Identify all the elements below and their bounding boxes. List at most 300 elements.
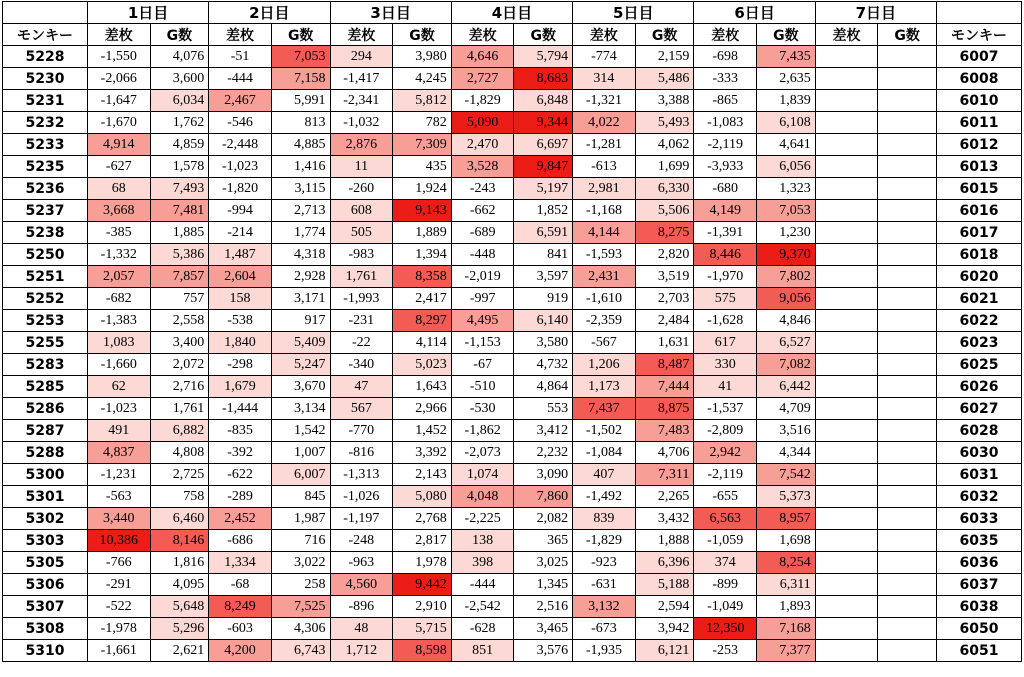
g-cell: 7,158 xyxy=(271,68,330,90)
machine-id-cell: 5286 xyxy=(3,398,88,420)
g-cell: 6,591 xyxy=(514,222,573,244)
sa-cell: -2,542 xyxy=(451,596,514,618)
sa-cell: 4,048 xyxy=(451,486,514,508)
sa-cell: 3,528 xyxy=(451,156,514,178)
g-cell: 1,774 xyxy=(271,222,330,244)
g-cell: 7,168 xyxy=(757,618,816,640)
g-cell: 1,578 xyxy=(150,156,209,178)
day-1-header: 1日目 xyxy=(87,2,208,24)
g-cell: 3,115 xyxy=(271,178,330,200)
g-cell: 9,847 xyxy=(514,156,573,178)
g-cell: 8,297 xyxy=(393,310,452,332)
table-row xyxy=(3,354,1022,376)
g-cell: 7,377 xyxy=(757,640,816,662)
sa-cell: 2,727 xyxy=(451,68,514,90)
g-cell: 4,641 xyxy=(757,134,816,156)
sa-cell: -1,321 xyxy=(573,90,636,112)
machine-id-cell-right: 6016 xyxy=(936,200,1021,222)
g-cell: 5,023 xyxy=(393,354,452,376)
g-cell: 3,388 xyxy=(635,90,694,112)
sa-cell: -816 xyxy=(330,442,393,464)
table-row xyxy=(3,288,1022,310)
sa-cell: -622 xyxy=(209,464,272,486)
g-cell: 2,910 xyxy=(393,596,452,618)
g-cell: 4,859 xyxy=(150,134,209,156)
g-cell xyxy=(878,618,937,640)
sa-cell: -2,359 xyxy=(573,310,636,332)
table-row xyxy=(3,530,1022,552)
sa-cell: -698 xyxy=(694,46,757,68)
g-cell: 5,296 xyxy=(150,618,209,640)
sa-cell xyxy=(815,376,878,398)
g-cell xyxy=(878,134,937,156)
g-cell: 6,743 xyxy=(271,640,330,662)
sa-cell: 1,334 xyxy=(209,552,272,574)
g-cell: 2,082 xyxy=(514,508,573,530)
g-cell: 2,725 xyxy=(150,464,209,486)
table-row xyxy=(3,398,1022,420)
sa-cell: -1,935 xyxy=(573,640,636,662)
sa-cell xyxy=(815,332,878,354)
g-cell xyxy=(878,156,937,178)
g-cell: 1,816 xyxy=(150,552,209,574)
sa-column-header: 差枚 xyxy=(451,24,514,46)
g-cell: 1,631 xyxy=(635,332,694,354)
g-cell: 2,265 xyxy=(635,486,694,508)
g-cell: 4,245 xyxy=(393,68,452,90)
sa-cell: 2,876 xyxy=(330,134,393,156)
g-cell: 9,370 xyxy=(757,244,816,266)
sa-cell xyxy=(815,222,878,244)
sa-cell: 8,446 xyxy=(694,244,757,266)
results-table xyxy=(2,1,1022,662)
g-cell xyxy=(878,68,937,90)
table-row xyxy=(3,508,1022,530)
sa-cell: 10,386 xyxy=(87,530,150,552)
sa-cell xyxy=(815,90,878,112)
machine-id-cell-right: 6018 xyxy=(936,244,1021,266)
sa-cell: -2,448 xyxy=(209,134,272,156)
g-cell: 2,159 xyxy=(635,46,694,68)
sa-cell: 158 xyxy=(209,288,272,310)
g-cell xyxy=(878,112,937,134)
g-cell: 3,412 xyxy=(514,420,573,442)
sa-cell: -1,502 xyxy=(573,420,636,442)
sa-cell xyxy=(815,266,878,288)
sa-cell: 505 xyxy=(330,222,393,244)
sa-cell: 7,437 xyxy=(573,398,636,420)
sa-cell: -68 xyxy=(209,574,272,596)
g-cell xyxy=(878,530,937,552)
table-row xyxy=(3,156,1022,178)
sa-cell: 398 xyxy=(451,552,514,574)
sa-cell: -1,168 xyxy=(573,200,636,222)
g-cell: 7,082 xyxy=(757,354,816,376)
machine-id-cell-right: 6012 xyxy=(936,134,1021,156)
sa-cell: -1,829 xyxy=(451,90,514,112)
sa-cell: 1,083 xyxy=(87,332,150,354)
g-cell xyxy=(878,486,937,508)
sa-cell: 1,679 xyxy=(209,376,272,398)
sa-cell: -1,978 xyxy=(87,618,150,640)
machine-id-cell: 5233 xyxy=(3,134,88,156)
g-cell: 757 xyxy=(150,288,209,310)
g-cell: 7,311 xyxy=(635,464,694,486)
g-cell: 553 xyxy=(514,398,573,420)
sa-cell xyxy=(815,618,878,640)
g-cell xyxy=(878,376,937,398)
sa-cell: -1,332 xyxy=(87,244,150,266)
sa-cell: 567 xyxy=(330,398,393,420)
sa-cell: 3,132 xyxy=(573,596,636,618)
g-cell: 2,820 xyxy=(635,244,694,266)
g-cell: 7,542 xyxy=(757,464,816,486)
corner-cell-left xyxy=(3,2,88,24)
sa-cell: -1,083 xyxy=(694,112,757,134)
machine-id-cell: 5237 xyxy=(3,200,88,222)
machine-id-cell: 5283 xyxy=(3,354,88,376)
g-cell: 5,247 xyxy=(271,354,330,376)
machine-id-cell-right: 6010 xyxy=(936,90,1021,112)
sa-cell: -2,341 xyxy=(330,90,393,112)
sa-cell: 8,249 xyxy=(209,596,272,618)
sa-cell: 575 xyxy=(694,288,757,310)
sa-cell: 330 xyxy=(694,354,757,376)
sa-cell: 4,144 xyxy=(573,222,636,244)
sa-cell: 851 xyxy=(451,640,514,662)
table-row xyxy=(3,112,1022,134)
sa-cell: -385 xyxy=(87,222,150,244)
sa-cell: -567 xyxy=(573,332,636,354)
sa-cell: 617 xyxy=(694,332,757,354)
machine-id-cell-right: 6022 xyxy=(936,310,1021,332)
g-column-header: G数 xyxy=(514,24,573,46)
sa-cell: -2,119 xyxy=(694,464,757,486)
g-cell: 3,670 xyxy=(271,376,330,398)
g-cell: 365 xyxy=(514,530,573,552)
machine-id-cell-right: 6021 xyxy=(936,288,1021,310)
g-cell: 1,416 xyxy=(271,156,330,178)
sa-cell: 4,914 xyxy=(87,134,150,156)
g-cell xyxy=(878,288,937,310)
machine-id-cell: 5287 xyxy=(3,420,88,442)
machine-id-cell-right: 6013 xyxy=(936,156,1021,178)
sa-cell: -1,383 xyxy=(87,310,150,332)
table-row xyxy=(3,266,1022,288)
g-cell: 4,114 xyxy=(393,332,452,354)
sa-cell: 491 xyxy=(87,420,150,442)
g-cell: 3,516 xyxy=(757,420,816,442)
sa-cell: -1,197 xyxy=(330,508,393,530)
sa-cell: -1,084 xyxy=(573,442,636,464)
g-cell: 8,683 xyxy=(514,68,573,90)
sa-cell: 608 xyxy=(330,200,393,222)
machine-id-cell: 5306 xyxy=(3,574,88,596)
g-cell: 2,716 xyxy=(150,376,209,398)
table-row xyxy=(3,46,1022,68)
sa-cell: -1,660 xyxy=(87,354,150,376)
g-cell: 7,493 xyxy=(150,178,209,200)
g-cell: 3,519 xyxy=(635,266,694,288)
table-row xyxy=(3,200,1022,222)
g-cell xyxy=(878,266,937,288)
g-cell: 4,318 xyxy=(271,244,330,266)
sa-cell: 374 xyxy=(694,552,757,574)
g-cell: 1,698 xyxy=(757,530,816,552)
table-row xyxy=(3,596,1022,618)
sa-column-header: 差枚 xyxy=(330,24,393,46)
g-cell xyxy=(878,90,937,112)
g-cell: 1,230 xyxy=(757,222,816,244)
sa-cell: 138 xyxy=(451,530,514,552)
sa-cell: -444 xyxy=(209,68,272,90)
g-cell: 3,597 xyxy=(514,266,573,288)
sa-cell: -444 xyxy=(451,574,514,596)
g-cell xyxy=(878,310,937,332)
g-cell xyxy=(878,640,937,662)
sa-cell: 4,149 xyxy=(694,200,757,222)
sa-cell: -1,993 xyxy=(330,288,393,310)
g-cell: 3,025 xyxy=(514,552,573,574)
machine-id-cell: 5301 xyxy=(3,486,88,508)
sa-cell: -1,661 xyxy=(87,640,150,662)
sa-cell: 68 xyxy=(87,178,150,200)
sa-cell: 2,604 xyxy=(209,266,272,288)
g-cell: 1,762 xyxy=(150,112,209,134)
machine-id-cell: 5252 xyxy=(3,288,88,310)
sa-cell: -613 xyxy=(573,156,636,178)
g-cell: 5,409 xyxy=(271,332,330,354)
sa-cell: 2,470 xyxy=(451,134,514,156)
sa-cell: -248 xyxy=(330,530,393,552)
g-cell: 782 xyxy=(393,112,452,134)
machine-id-cell: 5253 xyxy=(3,310,88,332)
sa-cell: -2,066 xyxy=(87,68,150,90)
machine-id-cell: 5236 xyxy=(3,178,88,200)
machine-id-cell: 5251 xyxy=(3,266,88,288)
g-cell: 7,053 xyxy=(757,200,816,222)
sa-cell: -686 xyxy=(209,530,272,552)
g-cell: 5,188 xyxy=(635,574,694,596)
g-cell: 7,857 xyxy=(150,266,209,288)
sa-cell: 5,090 xyxy=(451,112,514,134)
sa-cell: -655 xyxy=(694,486,757,508)
sa-cell: -1,281 xyxy=(573,134,636,156)
sa-cell: -298 xyxy=(209,354,272,376)
g-cell xyxy=(878,244,937,266)
sa-cell: 1,173 xyxy=(573,376,636,398)
g-cell: 8,598 xyxy=(393,640,452,662)
sa-cell: -1,492 xyxy=(573,486,636,508)
g-cell: 5,648 xyxy=(150,596,209,618)
sa-cell: 41 xyxy=(694,376,757,398)
day-header-row xyxy=(3,2,1022,24)
g-cell: 7,860 xyxy=(514,486,573,508)
g-cell: 7,309 xyxy=(393,134,452,156)
table-row xyxy=(3,310,1022,332)
sa-cell: -1,820 xyxy=(209,178,272,200)
machine-id-cell: 5307 xyxy=(3,596,88,618)
g-cell: 6,396 xyxy=(635,552,694,574)
machine-id-cell: 5232 xyxy=(3,112,88,134)
g-cell: 258 xyxy=(271,574,330,596)
sa-cell: -51 xyxy=(209,46,272,68)
sa-cell xyxy=(815,508,878,530)
g-cell xyxy=(878,574,937,596)
sa-cell: 62 xyxy=(87,376,150,398)
day-2-header: 2日目 xyxy=(209,2,330,24)
sa-cell: -628 xyxy=(451,618,514,640)
g-cell: 4,076 xyxy=(150,46,209,68)
sa-cell xyxy=(815,68,878,90)
g-cell: 4,864 xyxy=(514,376,573,398)
sa-cell: -774 xyxy=(573,46,636,68)
g-cell: 2,635 xyxy=(757,68,816,90)
sa-cell: 839 xyxy=(573,508,636,530)
sa-cell: -1,059 xyxy=(694,530,757,552)
g-cell: 3,134 xyxy=(271,398,330,420)
machine-id-cell-right: 6027 xyxy=(936,398,1021,420)
machine-id-cell-right: 6017 xyxy=(936,222,1021,244)
sa-cell: 314 xyxy=(573,68,636,90)
sa-cell: 3,440 xyxy=(87,508,150,530)
g-cell: 4,706 xyxy=(635,442,694,464)
g-cell: 4,846 xyxy=(757,310,816,332)
g-cell: 1,394 xyxy=(393,244,452,266)
g-cell: 716 xyxy=(271,530,330,552)
machine-id-cell: 5250 xyxy=(3,244,88,266)
g-cell: 3,171 xyxy=(271,288,330,310)
machine-id-cell-right: 6051 xyxy=(936,640,1021,662)
table-row xyxy=(3,68,1022,90)
g-cell xyxy=(878,420,937,442)
g-cell: 7,053 xyxy=(271,46,330,68)
g-cell: 3,580 xyxy=(514,332,573,354)
g-cell: 919 xyxy=(514,288,573,310)
g-cell: 2,621 xyxy=(150,640,209,662)
g-cell: 6,311 xyxy=(757,574,816,596)
g-cell: 8,358 xyxy=(393,266,452,288)
machine-id-cell: 5238 xyxy=(3,222,88,244)
sa-cell: 4,646 xyxy=(451,46,514,68)
sa-cell: 4,022 xyxy=(573,112,636,134)
g-cell: 7,444 xyxy=(635,376,694,398)
sa-cell: 2,981 xyxy=(573,178,636,200)
g-cell: 1,888 xyxy=(635,530,694,552)
sa-cell: -1,829 xyxy=(573,530,636,552)
machine-id-cell-right: 6007 xyxy=(936,46,1021,68)
g-cell: 1,007 xyxy=(271,442,330,464)
sa-cell: -983 xyxy=(330,244,393,266)
table-row xyxy=(3,134,1022,156)
sa-cell: -766 xyxy=(87,552,150,574)
sa-cell: -1,647 xyxy=(87,90,150,112)
g-cell: 1,987 xyxy=(271,508,330,530)
g-cell: 1,839 xyxy=(757,90,816,112)
g-cell: 6,056 xyxy=(757,156,816,178)
machine-id-cell: 5231 xyxy=(3,90,88,112)
sa-cell: -631 xyxy=(573,574,636,596)
sa-cell: 294 xyxy=(330,46,393,68)
g-cell: 2,594 xyxy=(635,596,694,618)
g-cell: 6,007 xyxy=(271,464,330,486)
g-cell: 3,022 xyxy=(271,552,330,574)
column-header-row xyxy=(3,24,1022,46)
g-cell: 2,966 xyxy=(393,398,452,420)
g-cell: 2,928 xyxy=(271,266,330,288)
g-cell: 6,330 xyxy=(635,178,694,200)
machine-id-cell: 5235 xyxy=(3,156,88,178)
day-5-header: 5日目 xyxy=(573,2,694,24)
sa-cell: -253 xyxy=(694,640,757,662)
sa-cell: -231 xyxy=(330,310,393,332)
machine-id-cell: 5303 xyxy=(3,530,88,552)
g-cell: 2,072 xyxy=(150,354,209,376)
table-row xyxy=(3,618,1022,640)
g-cell: 7,802 xyxy=(757,266,816,288)
sa-cell: -1,023 xyxy=(209,156,272,178)
g-cell xyxy=(878,596,937,618)
g-cell: 4,709 xyxy=(757,398,816,420)
sa-cell: 4,560 xyxy=(330,574,393,596)
sa-cell: -530 xyxy=(451,398,514,420)
g-cell: 6,108 xyxy=(757,112,816,134)
machine-id-cell-right: 6032 xyxy=(936,486,1021,508)
sa-cell: -546 xyxy=(209,112,272,134)
g-cell: 1,345 xyxy=(514,574,573,596)
g-cell: 3,576 xyxy=(514,640,573,662)
sa-cell: 1,761 xyxy=(330,266,393,288)
sa-cell: -1,417 xyxy=(330,68,393,90)
sa-cell: 2,452 xyxy=(209,508,272,530)
g-cell: 4,732 xyxy=(514,354,573,376)
g-cell: 5,386 xyxy=(150,244,209,266)
sa-cell xyxy=(815,640,878,662)
table-row xyxy=(3,640,1022,662)
g-cell: 4,306 xyxy=(271,618,330,640)
g-cell: 3,432 xyxy=(635,508,694,530)
sa-cell: -3,933 xyxy=(694,156,757,178)
g-cell xyxy=(878,508,937,530)
sa-cell: -899 xyxy=(694,574,757,596)
sa-cell: -522 xyxy=(87,596,150,618)
g-cell: 1,978 xyxy=(393,552,452,574)
g-cell: 9,344 xyxy=(514,112,573,134)
table-row xyxy=(3,464,1022,486)
g-cell: 4,808 xyxy=(150,442,209,464)
g-cell: 1,893 xyxy=(757,596,816,618)
sa-cell: -510 xyxy=(451,376,514,398)
sa-cell xyxy=(815,574,878,596)
sa-cell: 1,840 xyxy=(209,332,272,354)
g-cell: 435 xyxy=(393,156,452,178)
machine-id-cell: 5288 xyxy=(3,442,88,464)
corner-cell-right xyxy=(936,2,1021,24)
table-row xyxy=(3,574,1022,596)
g-column-header: G数 xyxy=(271,24,330,46)
g-cell: 1,452 xyxy=(393,420,452,442)
sa-cell: -2,119 xyxy=(694,134,757,156)
sa-cell xyxy=(815,200,878,222)
sa-cell: 47 xyxy=(330,376,393,398)
machine-id-cell-right: 6020 xyxy=(936,266,1021,288)
sa-cell: -1,550 xyxy=(87,46,150,68)
sa-cell: 48 xyxy=(330,618,393,640)
g-cell: 4,062 xyxy=(635,134,694,156)
sa-cell: 1,487 xyxy=(209,244,272,266)
sa-cell xyxy=(815,486,878,508)
sa-cell xyxy=(815,134,878,156)
